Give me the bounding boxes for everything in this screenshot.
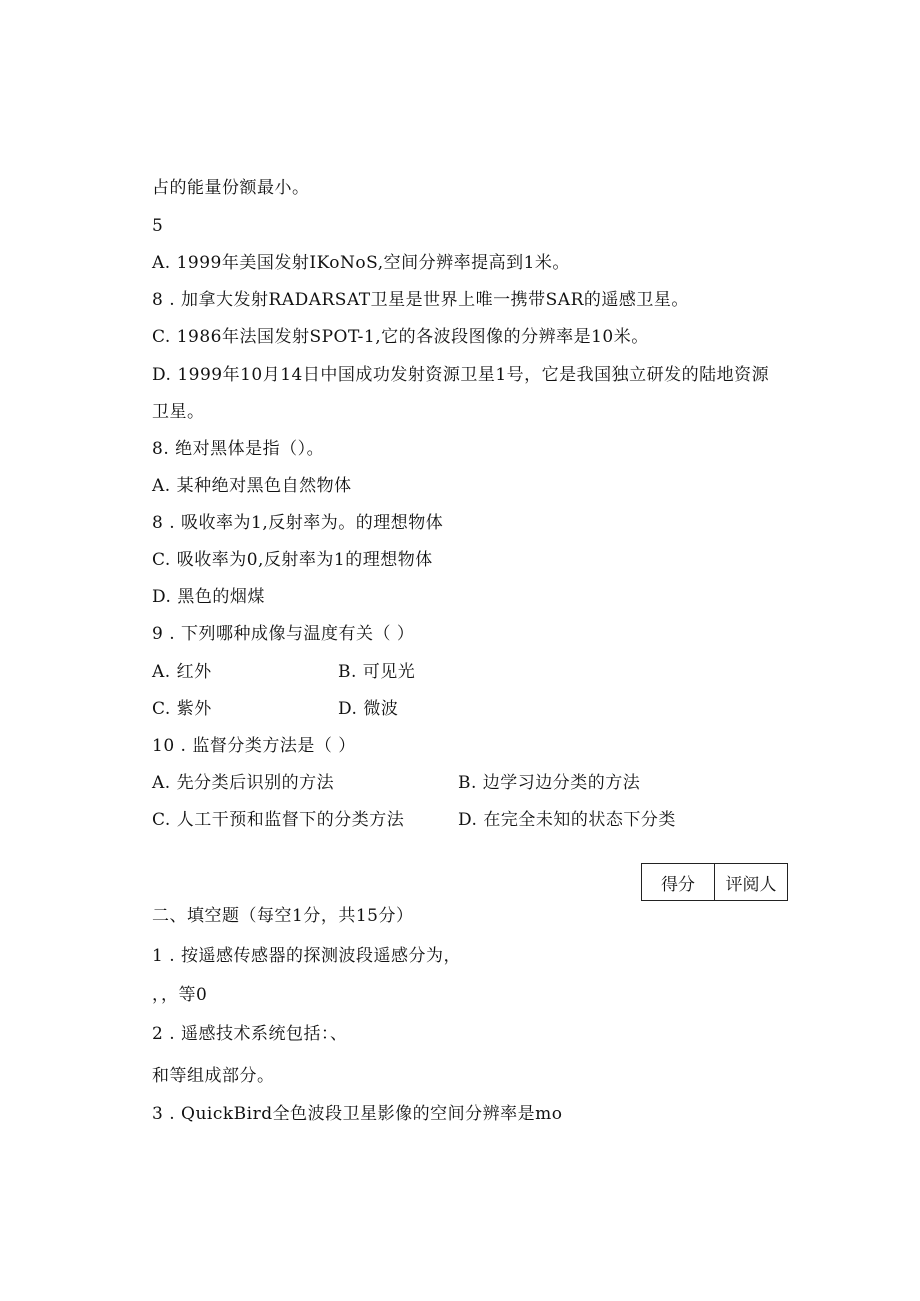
option-d-continued: 卫星。 xyxy=(152,402,205,422)
fill-question: 2 . 遥感技术系统包括：、 xyxy=(152,1024,348,1044)
score-cell: 得分 xyxy=(642,864,715,901)
score-table xyxy=(641,863,788,901)
option-c: C. 1986年法国发射SPOT-1,它的各波段图像的分辨率是10米。 xyxy=(152,327,649,347)
q9-option-a: A. 红外 xyxy=(152,662,212,682)
fill-question: 1 . 按遥感传感器的探测波段遥感分为， xyxy=(152,946,462,966)
q9-option-b: B. 可见光 xyxy=(338,662,416,682)
option-d: D. 1999年10月14日中国成功发射资源卫星1号，它是我国独立研发的陆地资源 xyxy=(152,365,770,385)
fill-question-continued: 和等组成部分。 xyxy=(152,1066,275,1086)
question-number: 5 xyxy=(152,216,164,236)
question-stem: 9 . 下列哪种成像与温度有关（ ） xyxy=(152,624,415,644)
q10-option-c: C. 人工干预和监督下的分类方法 xyxy=(152,810,405,830)
option-d: D. 黑色的烟煤 xyxy=(152,587,265,607)
fill-question: 3 . QuickBird全色波段卫星影像的空间分辨率是mo xyxy=(152,1104,563,1124)
q10-option-a: A. 先分类后识别的方法 xyxy=(152,773,335,793)
option-b: 8 . 吸收率为1,反射率为。的理想物体 xyxy=(152,513,444,533)
text-line: 占的能量份额最小。 xyxy=(152,178,310,198)
q10-stem: 10 . 监督分类方法是（ ） xyxy=(152,736,356,756)
option-a: A. 某种绝对黑色自然物体 xyxy=(152,476,352,496)
q10-option-b: B. 边学习边分类的方法 xyxy=(458,773,641,793)
fill-question-continued: ，，等0 xyxy=(152,985,208,1005)
option-c: C. 吸收率为0,反射率为1的理想物体 xyxy=(152,550,433,570)
question-stem: 8. 绝对黑体是指（）。 xyxy=(152,439,325,459)
reviewer-cell: 评阅人 xyxy=(715,864,788,901)
option-b: 8 . 加拿大发射RADARSAT卫星是世界上唯一携带SAR的遥感卫星。 xyxy=(152,290,689,310)
q9-option-c: C. 紫外 xyxy=(152,699,212,719)
q10-option-d: D. 在完全未知的状态下分类 xyxy=(458,810,676,830)
option-a: A. 1999年美国发射IKoNoS,空间分辨率提高到1米。 xyxy=(152,253,570,273)
q9-option-d: D. 微波 xyxy=(338,699,399,719)
section-heading: 二、填空题（每空1分，共15分） xyxy=(152,906,414,926)
